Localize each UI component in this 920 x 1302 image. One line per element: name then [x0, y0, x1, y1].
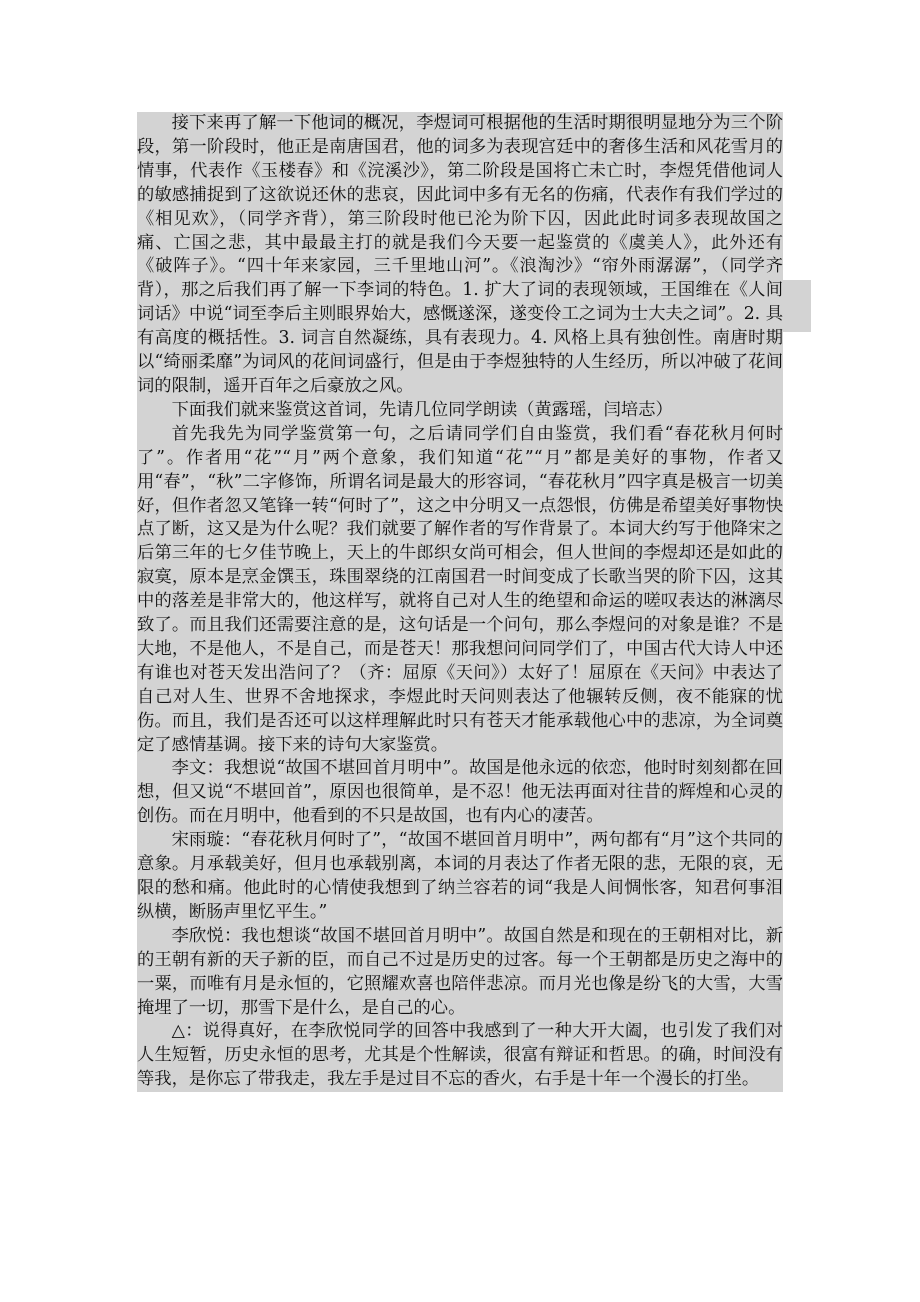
paragraph-first-line: 首先我先为同学鉴赏第一句，之后请同学们自由鉴赏，我们看“春花秋月何时了”。作者用“花”“月”两个意象，我们知道“花”“月”都是美好的事物，作者又用“春”，“秋”二字修饰，所谓名词是最大的形容词，“春花秋月”四字真是极言一切美好，但作者忽又笔锋一转“何时了”，这之中分明又一点怨恨，仿佛是希望美好事物快点了断，这又是为什么呢？我们就要了解作者的写作背景了。本词大约写于他降宋之后第三年的七夕佳节晚上，天上的牛郎织女尚可相会，但人世间的李煜却还是如此的寂寞，原本是烹金馔玉，珠围翠绕的江南国君一时间变成了长歌当哭的阶下囚，这其中的落差是非常大的，他这样写，就将自己对人生的绝望和命运的嗟叹表达的淋漓尽致了。而且我们还需要注意的是，这句话是一个问句，那么李煜问的对象是谁？不是大地，不是他人，不是自己，而是苍天！那我想问问同学们了，中国古代大诗人中还有谁也对苍天发出浩问了？（齐：屈原《天问》）太好了！屈原在《天问》中表达了自己对人生、世界不舍地探求，李煜此时天问则表达了他辗转反侧，夜不能寐的忧伤。而且，我们是否还可以这样理解此时只有苍天才能承载他心中的悲凉，为全词奠定了感情基调。接下来的诗句大家鉴赏。 [137, 423, 783, 758]
paragraph-overview: 接下来再了解一下他词的概况，李煜词可根据他的生活时期很明显地分为三个阶段，第一阶段时，他正是南唐国君，他的词多为表现宫廷中的奢侈生活和风花雪月的情事，代表作《玉楼春》和《浣溪沙》，第二阶段是国将亡未亡时，李煜凭借他词人的敏感捕捉到了这欲说还休的悲哀，因此词中多有无名的伤痛，代表作有我们学过的《相见欢》，（同学齐背），第三阶段时他已沦为阶下囚，因此此时词多表现故国之痛、亡国之悲，其中最最主打的就是我们今天要一起鉴赏的《虞美人》，此外还有《破阵子》。“四十年来家园，三千里地山河”。《浪淘沙》“帘外雨潺潺”，（同学齐背），那之后我们再了解一下李词的特色。1. 扩大了词的表现领域，王国维在《人间词话》中说“词至李后主则眼界始大，感慨遂深，遂变伶工之词为士大夫之词”。2. 具有高度的概括性。3. 词言自然凝练，具有表现力。4. 风格上具有独创性。南唐时期以“绮丽柔靡”为词风的花间词盛行，但是由于李煜独特的人生经历，所以冲破了花间词的限制，遥开百年之后豪放之风。 [137, 112, 783, 399]
paragraph-song-yuxuan: 宋雨璇：“春花秋月何时了”，“故国不堪回首月明中”，两句都有“月”这个共同的意象。月承载美好，但月也承载别离，本词的月表达了作者无限的悲，无限的哀，无限的愁和痛。他此时的心情使我想到了纳兰容若的词“我是人间惆怅客，知君何事泪纵横，断肠声里忆平生。” [137, 829, 783, 925]
paragraph-li-wen: 李文：我想说“故国不堪回首月明中”。故国是他永远的依恋，他时时刻刻都在回想，但又说“不堪回首”，原因也很简单，是不忍！他无法再面对往昔的辉煌和心灵的创伤。而在月明中，他看到的不只是故国，也有内心的凄苦。 [137, 757, 783, 829]
highlight-overflow [783, 280, 811, 332]
text-body [137, 112, 783, 1092]
paragraph-li-xinyue: 李欣悦：我也想谈“故国不堪回首月明中”。故国自然是和现在的王朝相对比，新的王朝有新的天子新的臣，而自己不过是历史的过客。每一个王朝都是历史之海中的一粟，而唯有月是永恒的，它照耀欢喜也陪伴悲凉。而月光也像是纷飞的大雪，大雪掩埋了一切，那雪下是什么，是自己的心。 [137, 925, 783, 1021]
paragraph-reading: 下面我们就来鉴赏这首词，先请几位同学朗读（黄露瑶，闫培志） [137, 399, 783, 423]
paragraph-teacher-comment: △：说得真好，在李欣悦同学的回答中我感到了一种大开大阖，也引发了我们对人生短暂，历史永恒的思考，尤其是个性解读，很富有辩证和哲思。的确，时间没有等我，是你忘了带我走，我左手是过目不忘的香火，右手是十年一个漫长的打坐。 [137, 1020, 783, 1092]
